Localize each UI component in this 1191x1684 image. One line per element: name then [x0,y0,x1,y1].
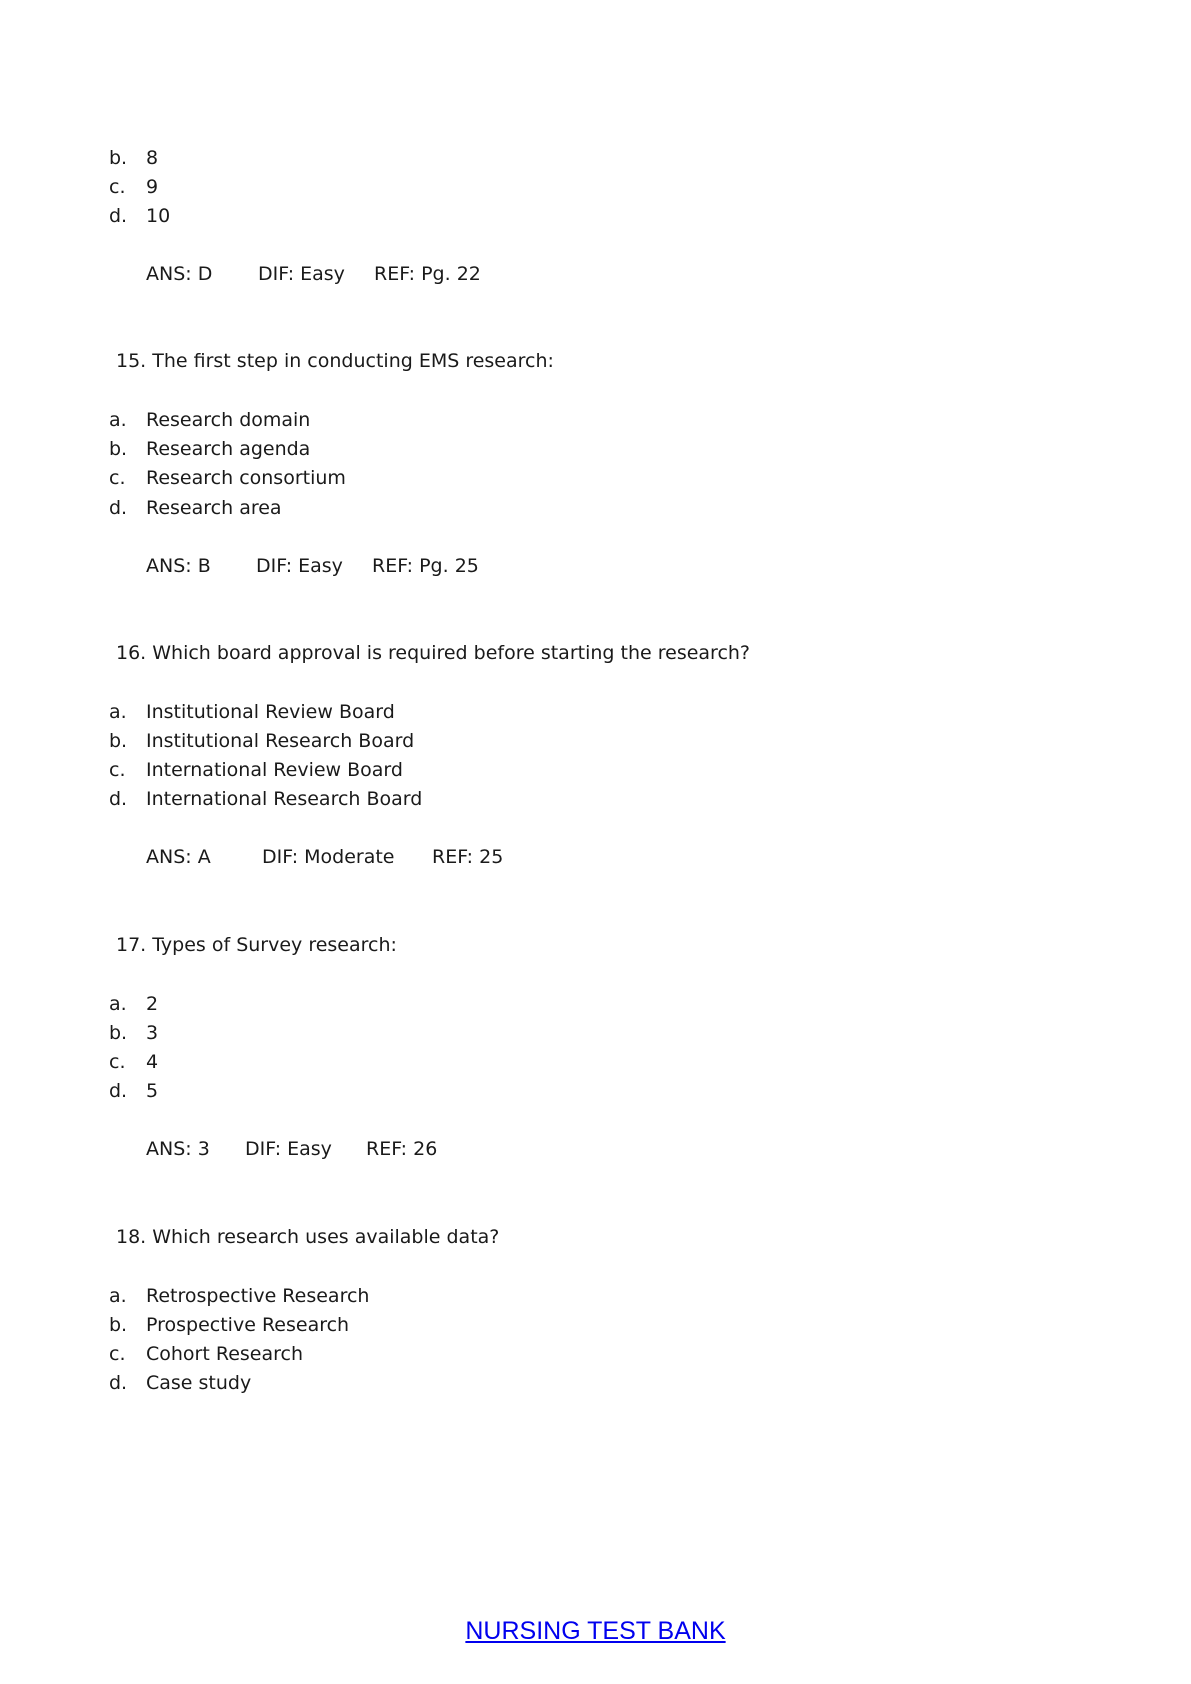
option-letter: d. [109,788,128,810]
question-text: 16. Which board approval is required before starting the research? [116,642,751,664]
answer-reference: REF: 25 [432,846,504,868]
option-letter: c. [109,176,126,198]
option-text: Retrospective Research [146,1285,370,1307]
answer-reference: REF: Pg. 22 [374,263,481,285]
option-text: Research agenda [146,438,311,460]
option-letter: a. [109,409,127,431]
option-text: 3 [146,1022,159,1044]
option-text: Research consortium [146,467,346,489]
option-letter: d. [109,497,128,519]
answer-difficulty: DIF: Easy [245,1138,332,1160]
answer-reference: REF: 26 [366,1138,438,1160]
option-letter: d. [109,1080,128,1102]
option-letter: a. [109,1285,127,1307]
answer-key: ANS: A [146,846,211,868]
option-letter: d. [109,1372,128,1394]
option-letter: b. [109,730,128,752]
nursing-test-bank-link[interactable]: NURSING TEST BANK [465,1617,726,1645]
option-text: 8 [146,147,159,169]
option-letter: b. [109,438,128,460]
question-text: 15. The first step in conducting EMS research: [116,350,554,372]
answer-difficulty: DIF: Easy [258,263,345,285]
answer-key: ANS: B [146,555,211,577]
option-text: Cohort Research [146,1343,304,1365]
option-letter: d. [109,205,128,227]
option-letter: c. [109,1051,126,1073]
option-text: International Research Board [146,788,423,810]
answer-difficulty: DIF: Easy [256,555,343,577]
option-letter: a. [109,993,127,1015]
question-text: 17. Types of Survey research: [116,934,397,956]
option-letter: b. [109,1022,128,1044]
option-text: Institutional Research Board [146,730,415,752]
option-text: Case study [146,1372,252,1394]
option-letter: c. [109,1343,126,1365]
option-text: 10 [146,205,171,227]
option-text: Prospective Research [146,1314,350,1336]
answer-difficulty: DIF: Moderate [262,846,395,868]
option-text: 9 [146,176,159,198]
option-text: Institutional Review Board [146,701,395,723]
option-letter: a. [109,701,127,723]
option-text: 5 [146,1080,159,1102]
option-letter: c. [109,759,126,781]
question-text: 18. Which research uses available data? [116,1226,500,1248]
answer-reference: REF: Pg. 25 [372,555,479,577]
option-text: International Review Board [146,759,403,781]
option-text: 4 [146,1051,159,1073]
answer-key: ANS: D [146,263,213,285]
option-text: 2 [146,993,159,1015]
option-text: Research domain [146,409,311,431]
option-text: Research area [146,497,282,519]
option-letter: c. [109,467,126,489]
answer-key: ANS: 3 [146,1138,210,1160]
option-letter: b. [109,1314,128,1336]
option-letter: b. [109,147,128,169]
